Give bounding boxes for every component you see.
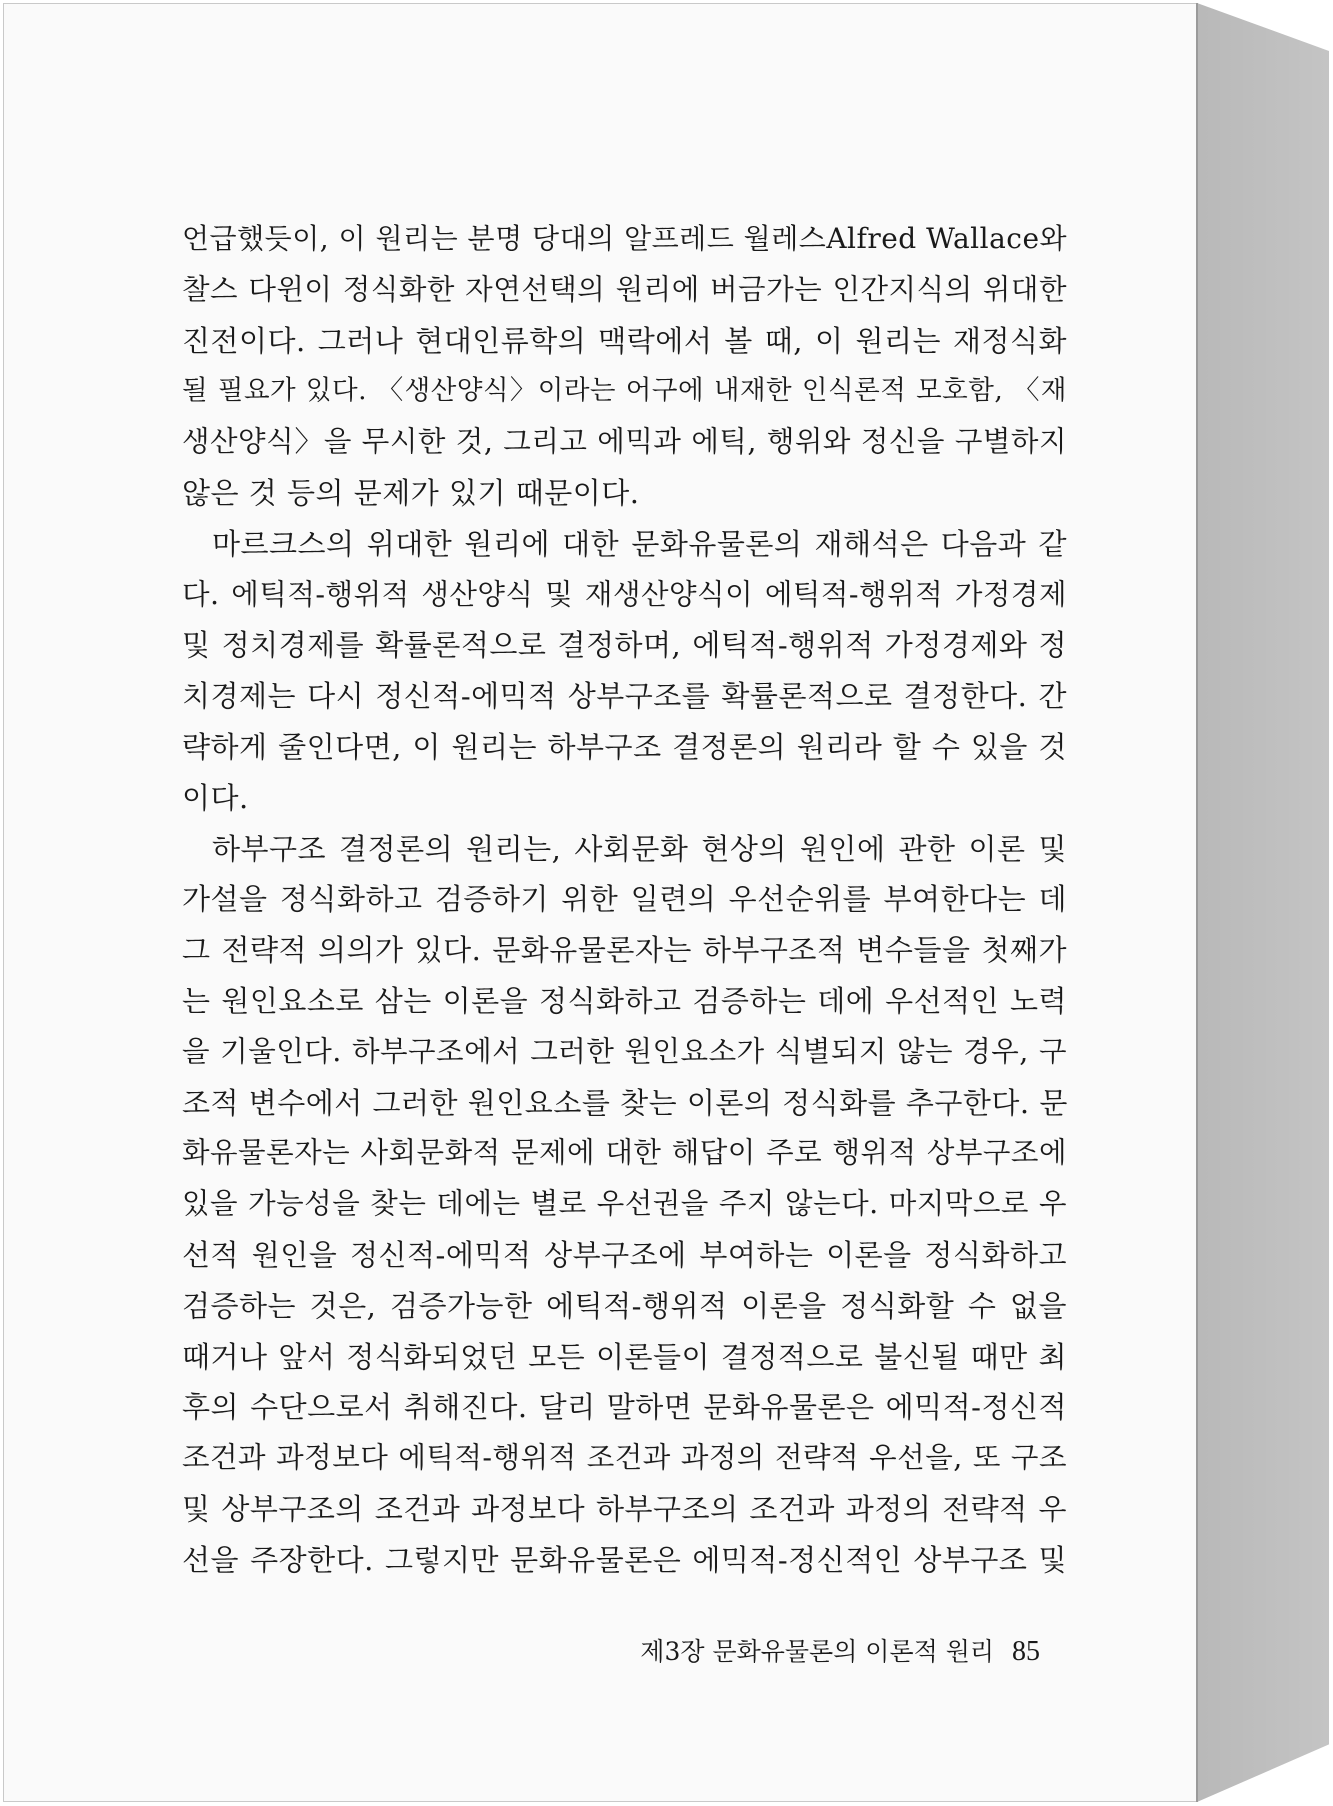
text-line: 찰스 다윈이 정식화한 자연선택의 원리에 버금가는 인간지식의 위대한	[182, 272, 1067, 306]
text-line: 가설을 정식화하고 검증하기 위한 일련의 우선순위를 부여한다는 데	[182, 882, 1067, 917]
text-line: 을 기울인다. 하부구조에서 그러한 원인요소가 식별되지 않는 경우, 구	[182, 1034, 1067, 1068]
text-line: 마르크스의 위대한 원리에 대한 문화유물론의 재해석은 다음과 같	[212, 526, 1067, 561]
text-line: 다. 에틱적-행위적 생산양식 및 재생산양식이 에틱적-행위적 가정경제	[182, 577, 1067, 611]
book-spine-shade	[1197, 3, 1329, 1802]
text-line: 진전이다. 그러나 현대인류학의 맥락에서 볼 때, 이 원리는 재정식화	[182, 323, 1067, 358]
text-line: 언급했듯이, 이 원리는 분명 당대의 알프레드 월레스Alfred Wallace와	[182, 222, 1068, 255]
running-footer	[560, 1632, 1040, 1668]
text-line: 그 전략적 의의가 있다. 문화유물론자는 하부구조적 변수들을 첫째가	[182, 933, 1067, 968]
text-line: 검증하는 것은, 검증가능한 에틱적-행위적 이론을 정식화할 수 없을	[182, 1288, 1067, 1323]
page-edge	[1196, 3, 1198, 1802]
text-line: 화유물론자는 사회문화적 문제에 대한 해답이 주로 행위적 상부구조에	[182, 1136, 1067, 1170]
chapter-title: 제3장 문화유물론의 이론적 원리	[640, 1637, 994, 1666]
text-line: 치경제는 다시 정신적-에믹적 상부구조를 확률론적으로 결정한다. 간	[182, 679, 1067, 714]
body-text	[182, 214, 1067, 1586]
text-line: 조적 변수에서 그러한 원인요소를 찾는 이론의 정식화를 추구한다. 문	[182, 1085, 1068, 1120]
text-line: 는 원인요소로 삼는 이론을 정식화하고 검증하는 데에 우선적인 노력	[182, 983, 1067, 1018]
text-line: 조건과 과정보다 에틱적-행위적 조건과 과정의 전략적 우선을, 또 구조	[182, 1441, 1067, 1475]
text-line: 후의 수단으로서 취해진다. 달리 말하면 문화유물론은 에믹적-정신적	[182, 1390, 1067, 1425]
text-line: 하부구조 결정론의 원리는, 사회문화 현상의 원인에 관한 이론 및	[212, 831, 1067, 866]
text-line: 될 필요가 있다. 〈생산양식〉이라는 어구에 내재한 인식론적 모호함, 〈재	[182, 375, 1067, 407]
text-line: 및 상부구조의 조건과 과정보다 하부구조의 조건과 과정의 전략적 우	[182, 1491, 1067, 1526]
text-line: 및 정치경제를 확률론적으로 결정하며, 에틱적-행위적 가정경제와 정	[182, 628, 1067, 663]
text-line: 있을 가능성을 찾는 데에는 별로 우선권을 주지 않는다. 마지막으로 우	[182, 1187, 1067, 1221]
text-line: 생산양식〉을 무시한 것, 그리고 에믹과 에틱, 행위와 정신을 구별하지	[182, 425, 1067, 459]
text-line: 략하게 줄인다면, 이 원리는 하부구조 결정론의 원리라 할 수 있을 것	[182, 729, 1067, 764]
page-number: 85	[1012, 1636, 1040, 1667]
text-line: 이다.	[182, 780, 249, 815]
text-line: 선을 주장한다. 그렇지만 문화유물론은 에믹적-정신적인 상부구조 및	[182, 1542, 1067, 1577]
text-line: 선적 원인을 정신적-에믹적 상부구조에 부여하는 이론을 정식화하고	[182, 1237, 1067, 1272]
text-line: 않은 것 등의 문제가 있기 때문이다.	[182, 475, 640, 510]
text-line: 때거나 앞서 정식화되었던 모든 이론들이 결정적으로 불신될 때만 최	[182, 1339, 1067, 1374]
